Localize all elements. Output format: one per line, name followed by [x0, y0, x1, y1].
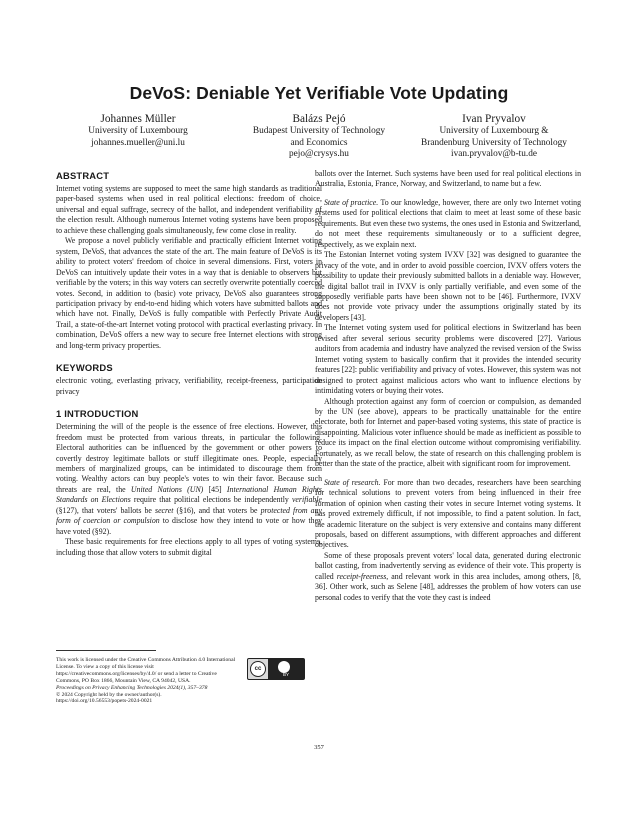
author-block-3 [404, 112, 584, 161]
state-of-practice-paragraph: State of practice. To our knowledge, however, there are only two Internet voting systems used for political elections that claim to meet at least some of these basic requirements. But even these two systems, the ones used in Estonia and Switzerland, do not meet these requirements simultaneously or to a sufficient degree, respectively, as we explain next. [315, 197, 581, 249]
abstract-paragraph: Internet voting systems are supposed to meet the same high standards as traditional paper-based systems when used in real political elections: freedom of choice, universal and equal suffrage, secrecy of the ballot, and independent verifiability of the election result. Although numerous Internet voting systems have been proposed to achieve these challenging goals simultaneously, few come close in reality. [56, 184, 322, 235]
abstract-heading: ABSTRACT [56, 170, 110, 181]
author-affiliation: University of Luxembourg & [439, 126, 549, 136]
intro-paragraph: These basic requirements for free elections apply to all types of voting systems, including those that allow voters to submit digital [56, 537, 322, 557]
author-affiliation: University of Luxembourg [88, 126, 188, 136]
left-column [56, 170, 322, 558]
license-text: This work is licensed under the Creative Commons Attribution 4.0 International License. To view a copy of this license visit https://creativecommons.org/licenses/by/4.0/ or send a letter to Creative Commons, PO Box 1866, Mountain View, CA 94042, USA. [56, 657, 236, 684]
author-email: ivan.pryvalov@b-tu.de [450, 149, 537, 160]
author-affiliation: Brandenburg University of Technology [421, 137, 567, 148]
cc-by-badge[interactable] [247, 658, 305, 680]
cc-icon: cc [250, 661, 266, 677]
state-of-research-paragraph: State of research. For more than two decades, researchers have been searching for technical solutions to prevent voters from being influenced in their free formation of opinion when casting their votes in secure Internet voting systems. It has proved extremely difficult, if not impossible, to find a patent solution. In fact, the academic literature on the subject is very extensive and contains many different proposals, based on different assumptions, with different approaches and different objectives. [315, 477, 581, 550]
body-paragraph: ballots over the Internet. Such systems have been used for real political elections in Australia, Estonia, France, Norway, and Switzerland, to name but a few. [315, 169, 581, 189]
by-label: BY [282, 672, 289, 677]
author-name: Ivan Pryvalov [462, 113, 526, 125]
body-paragraph: Although protection against any form of coercion or compulsion, as demanded by the UN (see above), appears to be practically unattainable for the entire electorate, both for Internet and paper-based voting systems, this state of practice is disappointing. Malicious voter influence should be made as inefficient as possible to reduce its impact on the final election outcome without compromising verifiability. Fortunately, as we recall below, the state of research on this challenging problem is better than the state of the practice, albeit with significant room for improvement. [315, 396, 581, 469]
body-paragraph: The Estonian Internet voting system IVXV [32] was designed to guarantee the privacy of the vote, and in order to avoid possible coercion, IVXV offers voters the possibility to update their previously submitted ballots in a deniable way. However, the digital ballot trail in IVXV is only partially verifiable, and even some of the supposedly verifiable parts have been shown not to be [46]. Furthermore, IVXV does not provide vote privacy under the assumptions originally stated by its developers [43]. [315, 250, 581, 322]
license-footnote [56, 650, 322, 705]
body-paragraph: The Internet voting system used for political elections in Switzerland has been revised after several serious security problems were discovered [27]. Various auditors from academia and industry have analyzed the revised version of the Swiss Internet voting system to basically confirm that it provides the intended security features [22]: public verifiability and privacy of votes. However, this system was not designed to protect against malicious actors who want to influence elections by intimidating voters or buying their votes. [315, 323, 581, 396]
author-block-1 [56, 112, 220, 149]
right-column [315, 169, 581, 603]
author-email: pejo@crysys.hu [289, 149, 349, 160]
author-name: Balázs Pejó [292, 113, 346, 125]
author-affiliation: and Economics [290, 137, 348, 148]
doi-link[interactable]: https://doi.org/10.56553/popets-2024-0021 [56, 698, 153, 705]
copyright-line: © 2024 Copyright held by the owner/author(s). [56, 691, 162, 698]
keywords-text: electronic voting, everlasting privacy, verifiability, receipt-freeness, participation privacy [56, 376, 322, 396]
author-affiliation: Budapest University of Technology [252, 126, 386, 136]
proceedings-line: Proceedings on Privacy Enhancing Technologies 2024(1), 357–378 [56, 684, 208, 691]
footnote-rule [56, 650, 156, 651]
author-name: Johannes Müller [100, 113, 176, 125]
author-block-2 [234, 112, 404, 161]
paper-title: DeVoS: Deniable Yet Verifiable Vote Updating [129, 83, 509, 103]
author-email: johannes.mueller@uni.lu [91, 137, 185, 148]
abstract-paragraph: We propose a novel publicly verifiable and practically efficient Internet voting system, DeVoS, that advances the state of the art. The main feature of DeVoS is its ability to protect voters' freedom of choice in several dimensions. First, voters in DeVoS can intuitively update their votes in a way that is deniable to observers but verifiable by the voters; in this way voters can secretly overwrite potentially coerced votes. Second, in addition to (basic) vote privacy, DeVoS also guarantees strong participation privacy by end-to-end hiding which voters have submitted ballots and which have not. Finally, DeVoS is fully compatible with Perfectly Private Audit Trail, a state-of-the-art Internet voting protocol with practical everlasting privacy. In combination, DeVoS offers a new way to secure free Internet elections with strong and long-term privacy properties. [56, 236, 322, 350]
page-number: 357 [314, 744, 324, 751]
keywords-heading: KEYWORDS [56, 362, 113, 374]
introduction-heading: 1 INTRODUCTION [56, 408, 139, 420]
intro-paragraph: Determining the will of the people is the essence of free elections. However, this freedom must be protected from various threats, in particular the following. Electoral authorities can be influenced by the government or other powers to covertly destroy legitimate ballots or stuff illegitimate ones. People, especially members of marginalized groups, can be intimidated to discourage them from voting. Wealthy actors can buy people's votes to win their favor. Because such threats are real, the United Nations (UN) [45] International Human Rights Standards on Elections require that political elections be independently verifiable (§127), that voters' ballots be secret (§16), and that voters be protected from any form of coercion or compulsion to disclose how they intend to vote or how they have voted (§92). [56, 422, 322, 536]
body-paragraph: Some of these proposals prevent voters' local data, generated during electronic ballot casting, from inadvertently serving as evidence of their vote. This property is called receipt-freeness, and relevant work in this area includes, among others, [8, 36]. Other work, such as Selene [48], addresses the problem of how voters can use personal codes to verify that the vote they cast is indeed [315, 550, 582, 602]
